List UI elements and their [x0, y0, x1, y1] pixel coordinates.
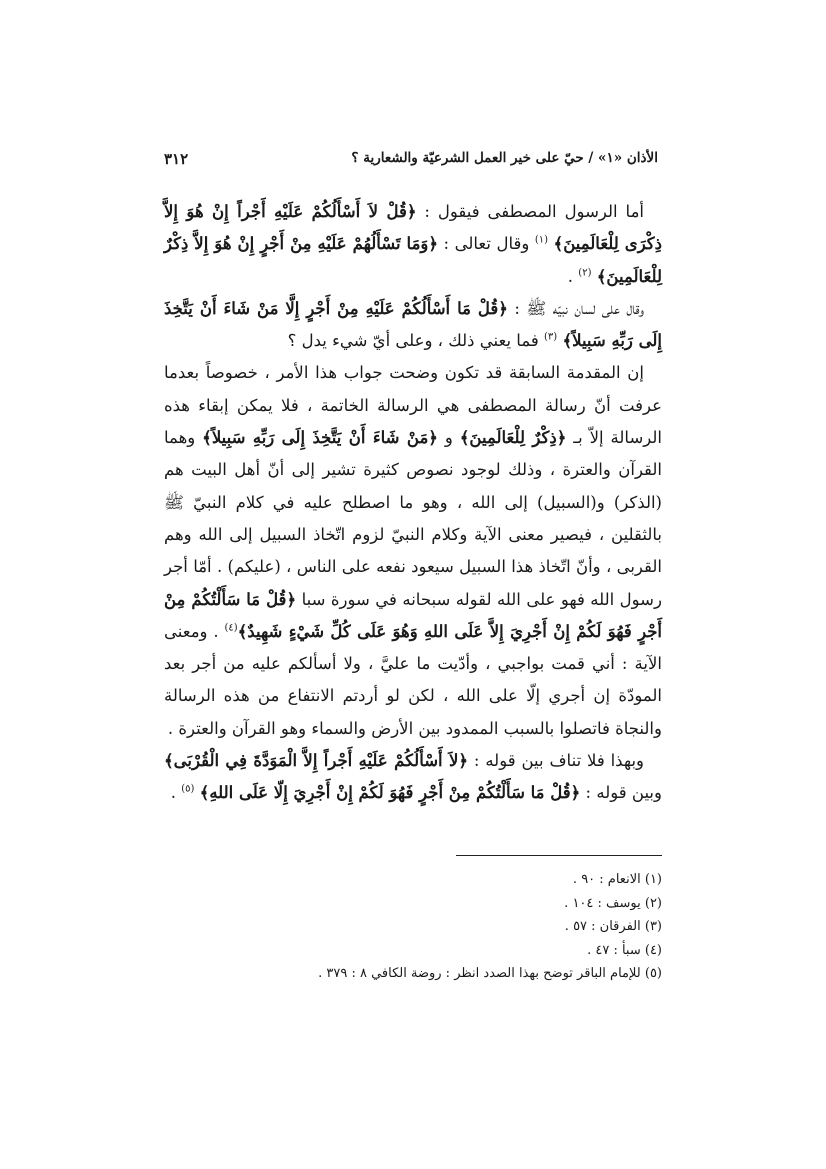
text: وبهذا فلا تناف بين قوله :	[468, 751, 645, 771]
footnote-2: (٢) يوسف : ١٠٤ .	[564, 895, 662, 911]
text: وبين قوله :	[580, 783, 662, 803]
footnote-ref: (٢)	[578, 267, 592, 279]
paragraph-3	[164, 357, 662, 745]
text: وقال تعالى :	[438, 234, 535, 254]
text: .	[170, 783, 182, 803]
footnote-1: (١) الانعام : ٩٠ .	[572, 872, 662, 887]
quran-verse: ﴿قُلْ مَا سَأَلْتُكُمْ مِنْ أَجْرٍ فَهُوَ لَكُمْ إِنْ أَجْرِيَ إِلاَّ عَلَى اللهِ وَهُوَ عَلَى كُلِّ شَيْءٍ شَهِيدٌ﴾	[164, 589, 663, 641]
quran-verse: ﴿قُلْ مَا سَأَلْتُكُمْ مِنْ أَجْرٍ فَهُوَ لَكُمْ إِنْ أَجْرِيَ إِلّا عَلَى اللهِ﴾	[199, 783, 581, 803]
text: . ومعنى الآية : أني قمت بواجبي ، وأدّيت ما عليَّ ، ولا أسألكم عليه من أجر بعد المودّة إن أجري إلّا على الله ، لكن لو أردتم الانتفاع من هذه الرسالة والنجاة فاتصلوا بالسبب الممدود بين الأرض والسماء وهو القرآن والعترة .	[164, 621, 662, 738]
paragraph-1	[164, 196, 662, 293]
text: إن المقدمة السابقة قد تكون وضحت جواب هذا الأمر ، خصوصاً بعدما عرفت أنّ رسالة المصطفى هي الرسالة الخاتمة ، فلا يمكن إبقاء هذه الرسالة إلاّ بـ	[164, 363, 662, 448]
body-text	[164, 196, 662, 810]
text: و	[437, 428, 460, 448]
running-header: الأذان «١» / حيّ على خير العمل الشرعيّة والشعارية ؟	[351, 150, 658, 166]
quran-verse: ﴿قُلْ مَا أَسْأَلُكُمْ عَلَيْهِ مِنْ أَجْرٍ إِلَّا مَنْ شَاءَ أَنْ يَتَّخِذَ إِلَى رَبِّهِ سَبِيلاً﴾	[164, 298, 662, 351]
footnote-5: (٥) للإمام الباقر توضح بهذا الصدد انظر : روضة الكافي ٨ : ٣٧٩ .	[318, 966, 662, 981]
text: وقال على لسان نبيّه ﷺ :	[507, 298, 644, 318]
text: وهما القرآن والعترة ، وذلك لوجود نصوص كثيرة تشير إلى أنّ أهل البيت هم (الذكر) و(السبيل) إلى الله ، وهو ما اصطلح عليه في كلام النبيّ ﷺ بالثقلين ، فيصير معنى الآية وكلام النبيّ لزوم اتّخاذ السبيل إلى الله وهم القربى ، وأنّ اتّخاذ هذا السبيل سيعود نفعه على الناس ، (عليكم) . أمّا أجر رسول الله فهو على الله لقوله سبحانه في سورة سبا	[164, 428, 662, 609]
text: أما الرسول المصطفى فيقول :	[416, 202, 644, 221]
footnote-ref: (٣)	[544, 331, 558, 343]
quran-verse: ﴿لاَ أَسْأَلُكُمْ عَلَيْهِ أَجْراً إِلاَّ الْمَوَدَّةَ فِي الْقُرْبَى﴾	[164, 751, 469, 771]
footnote-divider	[456, 855, 662, 856]
quran-verse: ﴿ذِكْرٌ لِلْعَالَمِينَ﴾	[459, 428, 567, 448]
text: فما يعني ذلك ، وعلى أيّ شيء يدل ؟	[287, 331, 544, 351]
quran-verse: ﴿وَمَا تَسْأَلُهُمْ عَلَيْهِ مِنْ أَجْرٍ إِنْ هُوَ إِلاَّ ذِكْرٌ لِلْعَالَمِينَ﴾	[164, 234, 662, 286]
footnote-ref: (١)	[534, 234, 549, 246]
footnotes	[164, 868, 662, 986]
page-number: ٣١٢	[164, 150, 189, 168]
quran-verse: ﴿مَنْ شَاءَ أَنْ يَتَّخِذَ إِلَى رَبِّهِ سَبِيلاً﴾	[202, 428, 438, 448]
footnote-3: (٣) الفرقان : ٥٧ .	[564, 919, 662, 934]
footnote-ref: (٤)	[224, 622, 238, 634]
text: .	[567, 266, 579, 286]
quran-verse: ﴿قُلْ لاَ أَسْأَلُكُمْ عَلَيْهِ أَجْراً إِنْ هُوَ إِلاَّ ذِكْرَى لِلْعَالَمِينَ﴾	[164, 202, 662, 254]
footnote-ref: (٥)	[181, 783, 195, 795]
paragraph-2	[164, 293, 662, 358]
footnote-4: (٤) سبأ : ٤٧ .	[587, 942, 662, 958]
paragraph-4	[164, 745, 662, 810]
